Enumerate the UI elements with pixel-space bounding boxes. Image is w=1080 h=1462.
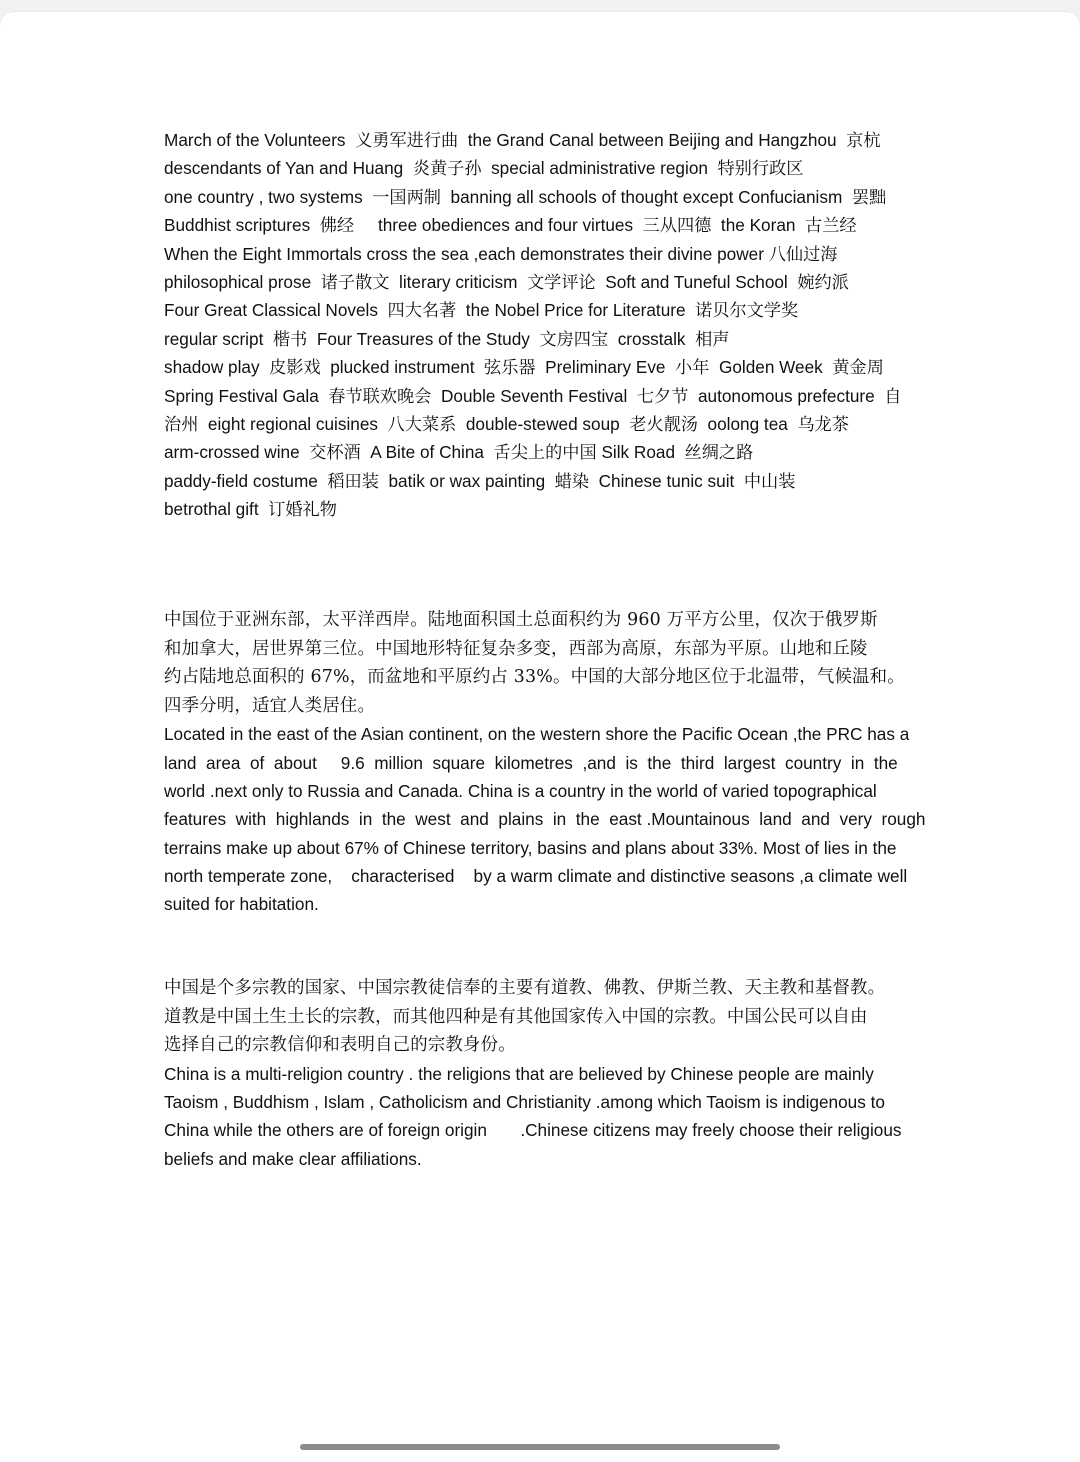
vocab-line: Spring Festival Gala 春节联欢晚会 Double Seventh Festival 七夕节 autonomous prefecture 自 bbox=[164, 385, 902, 406]
vocab-line: When the Eight Immortals cross the sea ,each demonstrates their divine power 八仙过海 bbox=[164, 243, 838, 264]
english-translation bbox=[164, 720, 924, 918]
text-line: terrains make up about 67% of Chinese territory, basins and plans about 33%. Most of lies in the bbox=[164, 837, 897, 858]
vocab-line: one country , two systems 一国两制 banning all schools of thought except Confucianism 罢黜 bbox=[164, 186, 887, 207]
text-line: suited for habitation. bbox=[164, 894, 319, 915]
geography-passage bbox=[164, 606, 924, 918]
vocab-line: Four Great Classical Novels 四大名著 the Nobel Price for Literature 诺贝尔文学奖 bbox=[164, 300, 799, 321]
text-line: China is a multi-religion country . the religions that are believed by Chinese people are mainly bbox=[164, 1063, 874, 1084]
text-line: 选择自己的宗教信仰和表明自己的宗教身份。 bbox=[164, 1035, 516, 1056]
vocab-line: 治州 eight regional cuisines 八大菜系 double-stewed soup 老火靓汤 oolong tea 乌龙茶 bbox=[164, 414, 849, 435]
vocab-line: shadow play 皮影戏 plucked instrument 弦乐器 Preliminary Eve 小年 Golden Week 黄金周 bbox=[164, 357, 884, 378]
vocab-line: paddy-field costume 稻田装 batik or wax painting 蜡染 Chinese tunic suit 中山装 bbox=[164, 470, 796, 491]
vocab-line: March of the Volunteers 义勇军进行曲 the Grand Canal between Beijing and Hangzhou 京杭 bbox=[164, 130, 881, 150]
religion-passage bbox=[164, 974, 924, 1173]
vocab-line: philosophical prose 诸子散文 literary criticism 文学评论 Soft and Tuneful School 婉约派 bbox=[164, 272, 849, 293]
text-line: beliefs and make clear affiliations. bbox=[164, 1148, 422, 1169]
text-line: 约占陆地总面积的 67%，而盆地和平原约占 33%。中国的大部分地区位于北温带，气候温和。 bbox=[164, 667, 905, 688]
text-line: Taoism , Buddhism , Islam , Catholicism and Christianity .among which Taoism is indigenous to bbox=[164, 1092, 885, 1113]
text-line: Located in the east of the Asian continent, on the western shore the Pacific Ocean ,the PRC has a bbox=[164, 724, 910, 745]
vocab-line: betrothal gift 订婚礼物 bbox=[164, 499, 337, 520]
vocabulary-list bbox=[164, 126, 924, 524]
text-line: China while the others are of foreign origin .Chinese citizens may freely choose their religious bbox=[164, 1120, 902, 1141]
text-line: 和加拿大，居世界第三位。中国地形特征复杂多变，西部为高原，东部为平原。山地和丘陵 bbox=[164, 638, 868, 659]
english-translation bbox=[164, 1060, 924, 1173]
text-line: land area of about 9.6 million square kilometres ,and is the third largest country in the bbox=[164, 752, 898, 773]
text-line: 中国位于亚洲东部，太平洋西岸。陆地面积国土总面积约为 960 万平方公里，仅次于俄罗斯 bbox=[164, 610, 878, 630]
text-line: 道教是中国土生土长的宗教，而其他四种是有其他国家传入中国的宗教。中国公民可以自由 bbox=[164, 1006, 868, 1027]
text-line: world .next only to Russia and Canada. China is a country in the world of varied topographical bbox=[164, 780, 877, 801]
chinese-text bbox=[164, 974, 924, 1060]
home-indicator-bar[interactable] bbox=[300, 1444, 780, 1450]
vocab-line: regular script 楷书 Four Treasures of the Study 文房四宝 crosstalk 相声 bbox=[164, 328, 730, 349]
text-line: 中国是个多宗教的国家、中国宗教徒信奉的主要有道教、佛教、伊斯兰教、天主教和基督教。 bbox=[164, 978, 886, 998]
text-line: north temperate zone, characterised by a warm climate and distinctive seasons ,a climate well bbox=[164, 865, 908, 886]
document-page bbox=[0, 12, 1080, 1462]
text-line: features with highlands in the west and plains in the east .Mountainous land and very rough bbox=[164, 809, 926, 830]
text-line: 四季分明，适宜人类居住。 bbox=[164, 695, 376, 716]
vocab-line: arm-crossed wine 交杯酒 A Bite of China 舌尖上的中国 Silk Road 丝绸之路 bbox=[164, 442, 754, 463]
chinese-text bbox=[164, 606, 924, 720]
vocab-line: descendants of Yan and Huang 炎黄子孙 special administrative region 特别行政区 bbox=[164, 158, 804, 179]
vocab-line: Buddhist scriptures 佛经 three obediences and four virtues 三从四德 the Koran 古兰经 bbox=[164, 215, 857, 236]
